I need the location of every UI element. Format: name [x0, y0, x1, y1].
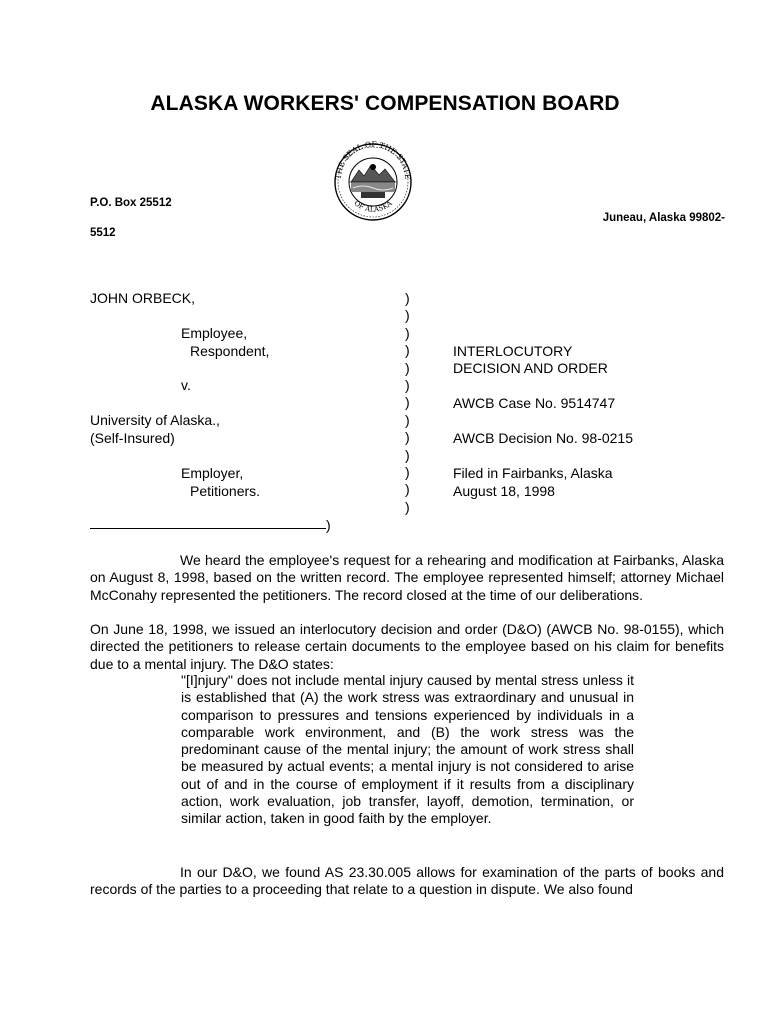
claimant-role-respondent: Respondent, — [190, 343, 270, 359]
case-number: AWCB Case No. 9514747 — [453, 395, 616, 411]
paragraph-2: On June 18, 1998, we issued an interlocutory decision and order (D&O) (AWCB No. 98-0155), which directed the petitioners to release certain documents to the employee based on his claim for benefits due to a mental injury. The D&O states: — [90, 621, 724, 672]
po-box: P.O. Box 25512 — [90, 197, 172, 209]
zip-tail: 5512 — [90, 227, 116, 239]
doc-type-line1: INTERLOCUTORY — [453, 343, 573, 359]
paragraph-3 — [90, 864, 724, 899]
filed-date: August 18, 1998 — [453, 483, 555, 499]
paragraph-3-text: In our D&O, we found AS 23.30.005 allows for examination of the parts of books and records of the parties to a proceeding that relate to a question in dispute. We also found — [90, 864, 724, 898]
seal-text-top: THE SEAL OF THE STATE — [333, 139, 413, 180]
doc-type-line2: DECISION AND ORDER — [453, 360, 608, 376]
caption-rule-paren: ) — [326, 517, 331, 533]
employer-role-petitioners: Petitioners. — [190, 483, 261, 499]
block-quote: "[I]njury" does not include mental injury caused by mental stress unless it is established that (A) the work stress was extraordinary and unusual in comparison to pressures and tensions experienced by individuals in a comparable work environment, and (B) the work stress was the predominant cause of the mental injury; the amount of work stress shall be measured by actual events; a mental injury is not considered to arise out of and in the course of employment if it results from a disciplinary action, work evaluation, job transfer, layoff, demotion, termination, or similar action, taken in good faith by the employer. — [181, 672, 634, 827]
claimant-role-employee: Employee, — [181, 325, 248, 341]
versus-label: v. — [181, 377, 191, 393]
employer-name: University of Alaska., — [90, 412, 220, 428]
caption-rule — [90, 528, 326, 529]
caption-paren-column: ) ) ) ) ) ) ) ) ) ) ) ) ) — [405, 290, 410, 515]
employer-note: (Self-Insured) — [90, 430, 175, 446]
claimant-name: JOHN ORBECK, — [90, 290, 196, 306]
filed-location: Filed in Fairbanks, Alaska — [453, 465, 613, 481]
seal-text-bottom: OF ALASKA — [352, 199, 394, 214]
city-address: Juneau, Alaska 99802- — [602, 212, 725, 224]
state-seal-icon — [333, 124, 413, 234]
board-title: ALASKA WORKERS' COMPENSATION BOARD — [150, 92, 620, 115]
employer-role-employer: Employer, — [181, 465, 244, 481]
svg-text:OF ALASKA — [352, 199, 394, 214]
paragraph-1 — [90, 552, 724, 604]
decision-number: AWCB Decision No. 98-0215 — [453, 430, 634, 446]
paragraph-1-text: We heard the employee's request for a rehearing and modification at Fairbanks, Alaska on August 8, 1998, based on the written record. The employee represented himself; attorney Michael McConahy represented the petitioners. The record closed at the time of our deliberations. — [90, 552, 724, 603]
